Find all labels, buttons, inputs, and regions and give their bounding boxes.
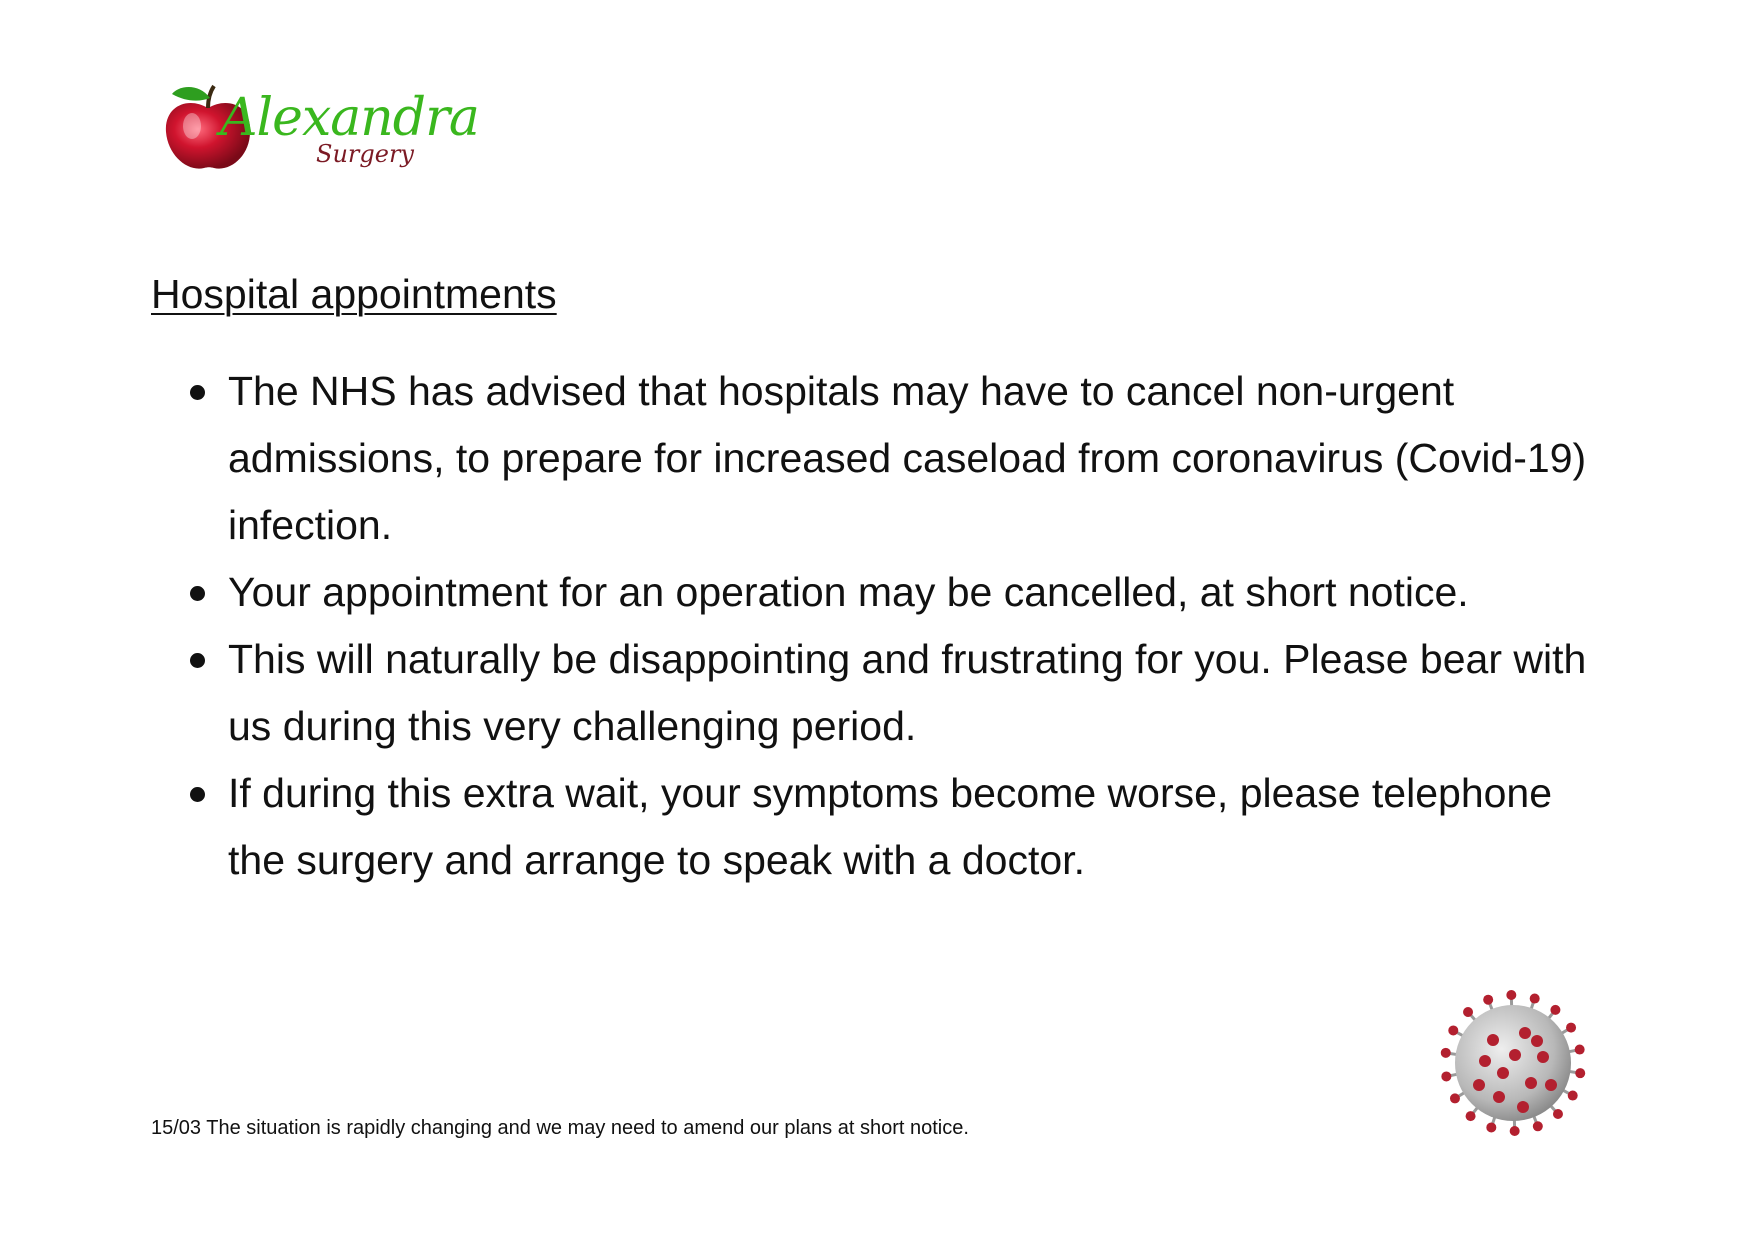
bullet-item [190, 760, 1610, 894]
virus-spike-tip [1568, 1091, 1578, 1101]
virus-spike-tip [1483, 995, 1493, 1005]
bullet-icon [190, 586, 205, 601]
bullet-text: This will naturally be disappointing and frustrating for you. Please bear with us during this very challenging period. [228, 636, 1587, 749]
virus-spike-tip [1441, 1071, 1451, 1081]
virus-protein-spot [1493, 1091, 1505, 1103]
virus-protein-spot [1487, 1034, 1499, 1046]
bullet-icon [190, 787, 205, 802]
logo-wordmark: Alexandra [220, 88, 479, 148]
virus-protein-spot [1517, 1101, 1529, 1113]
virus-protein-spot [1497, 1067, 1509, 1079]
bullet-item [190, 559, 1610, 626]
logo-subtitle: Surgery [316, 140, 414, 168]
virus-spike-tip [1463, 1007, 1473, 1017]
virus-spike-tip [1530, 994, 1540, 1004]
virus-protein-spot [1531, 1035, 1543, 1047]
virus-protein-spot [1479, 1055, 1491, 1067]
bullet-item [190, 358, 1610, 559]
virus-protein-spot [1509, 1049, 1521, 1061]
bullet-text: The NHS has advised that hospitals may have to cancel non-urgent admissions, to prepare for increased caseload from coronavirus (Covid-19) infection. [228, 368, 1587, 548]
bullet-list [190, 358, 1610, 894]
virus-protein-spot [1537, 1051, 1549, 1063]
virus-protein-spot [1545, 1079, 1557, 1091]
virus-spike-tip [1486, 1122, 1496, 1132]
virus-protein-spot [1525, 1077, 1537, 1089]
virus-spike-tip [1575, 1045, 1585, 1055]
virus-protein-spot [1519, 1027, 1531, 1039]
bullet-item [190, 626, 1610, 760]
virus-spike-tip [1575, 1068, 1585, 1078]
virus-protein-spot [1473, 1079, 1485, 1091]
virus-spike-tip [1550, 1005, 1560, 1015]
logo [158, 78, 479, 178]
bullet-icon [190, 653, 205, 668]
virus-body [1455, 1005, 1571, 1121]
bullet-text: Your appointment for an operation may be cancelled, at short notice. [228, 569, 1469, 615]
bullet-text: If during this extra wait, your symptoms become worse, please telephone the surgery and arrange to speak with a doctor. [228, 770, 1553, 883]
page-title: Hospital appointments [151, 271, 557, 317]
virus-spike-tip [1510, 1126, 1520, 1136]
virus-spike-tip [1450, 1093, 1460, 1103]
footer-note: 15/03 The situation is rapidly changing and we may need to amend our plans at short notice. [151, 1117, 969, 1139]
virus-spike-tip [1566, 1023, 1576, 1033]
virus-spike-tip [1533, 1121, 1543, 1131]
virus-spike-tip [1448, 1025, 1458, 1035]
virus-spike-tip [1553, 1109, 1563, 1119]
virus-spike-tip [1466, 1111, 1476, 1121]
virus-spike-tip [1506, 990, 1516, 1000]
virus-spike-tip [1441, 1048, 1451, 1058]
bullet-icon [190, 385, 205, 400]
coronavirus-icon [1433, 985, 1593, 1140]
